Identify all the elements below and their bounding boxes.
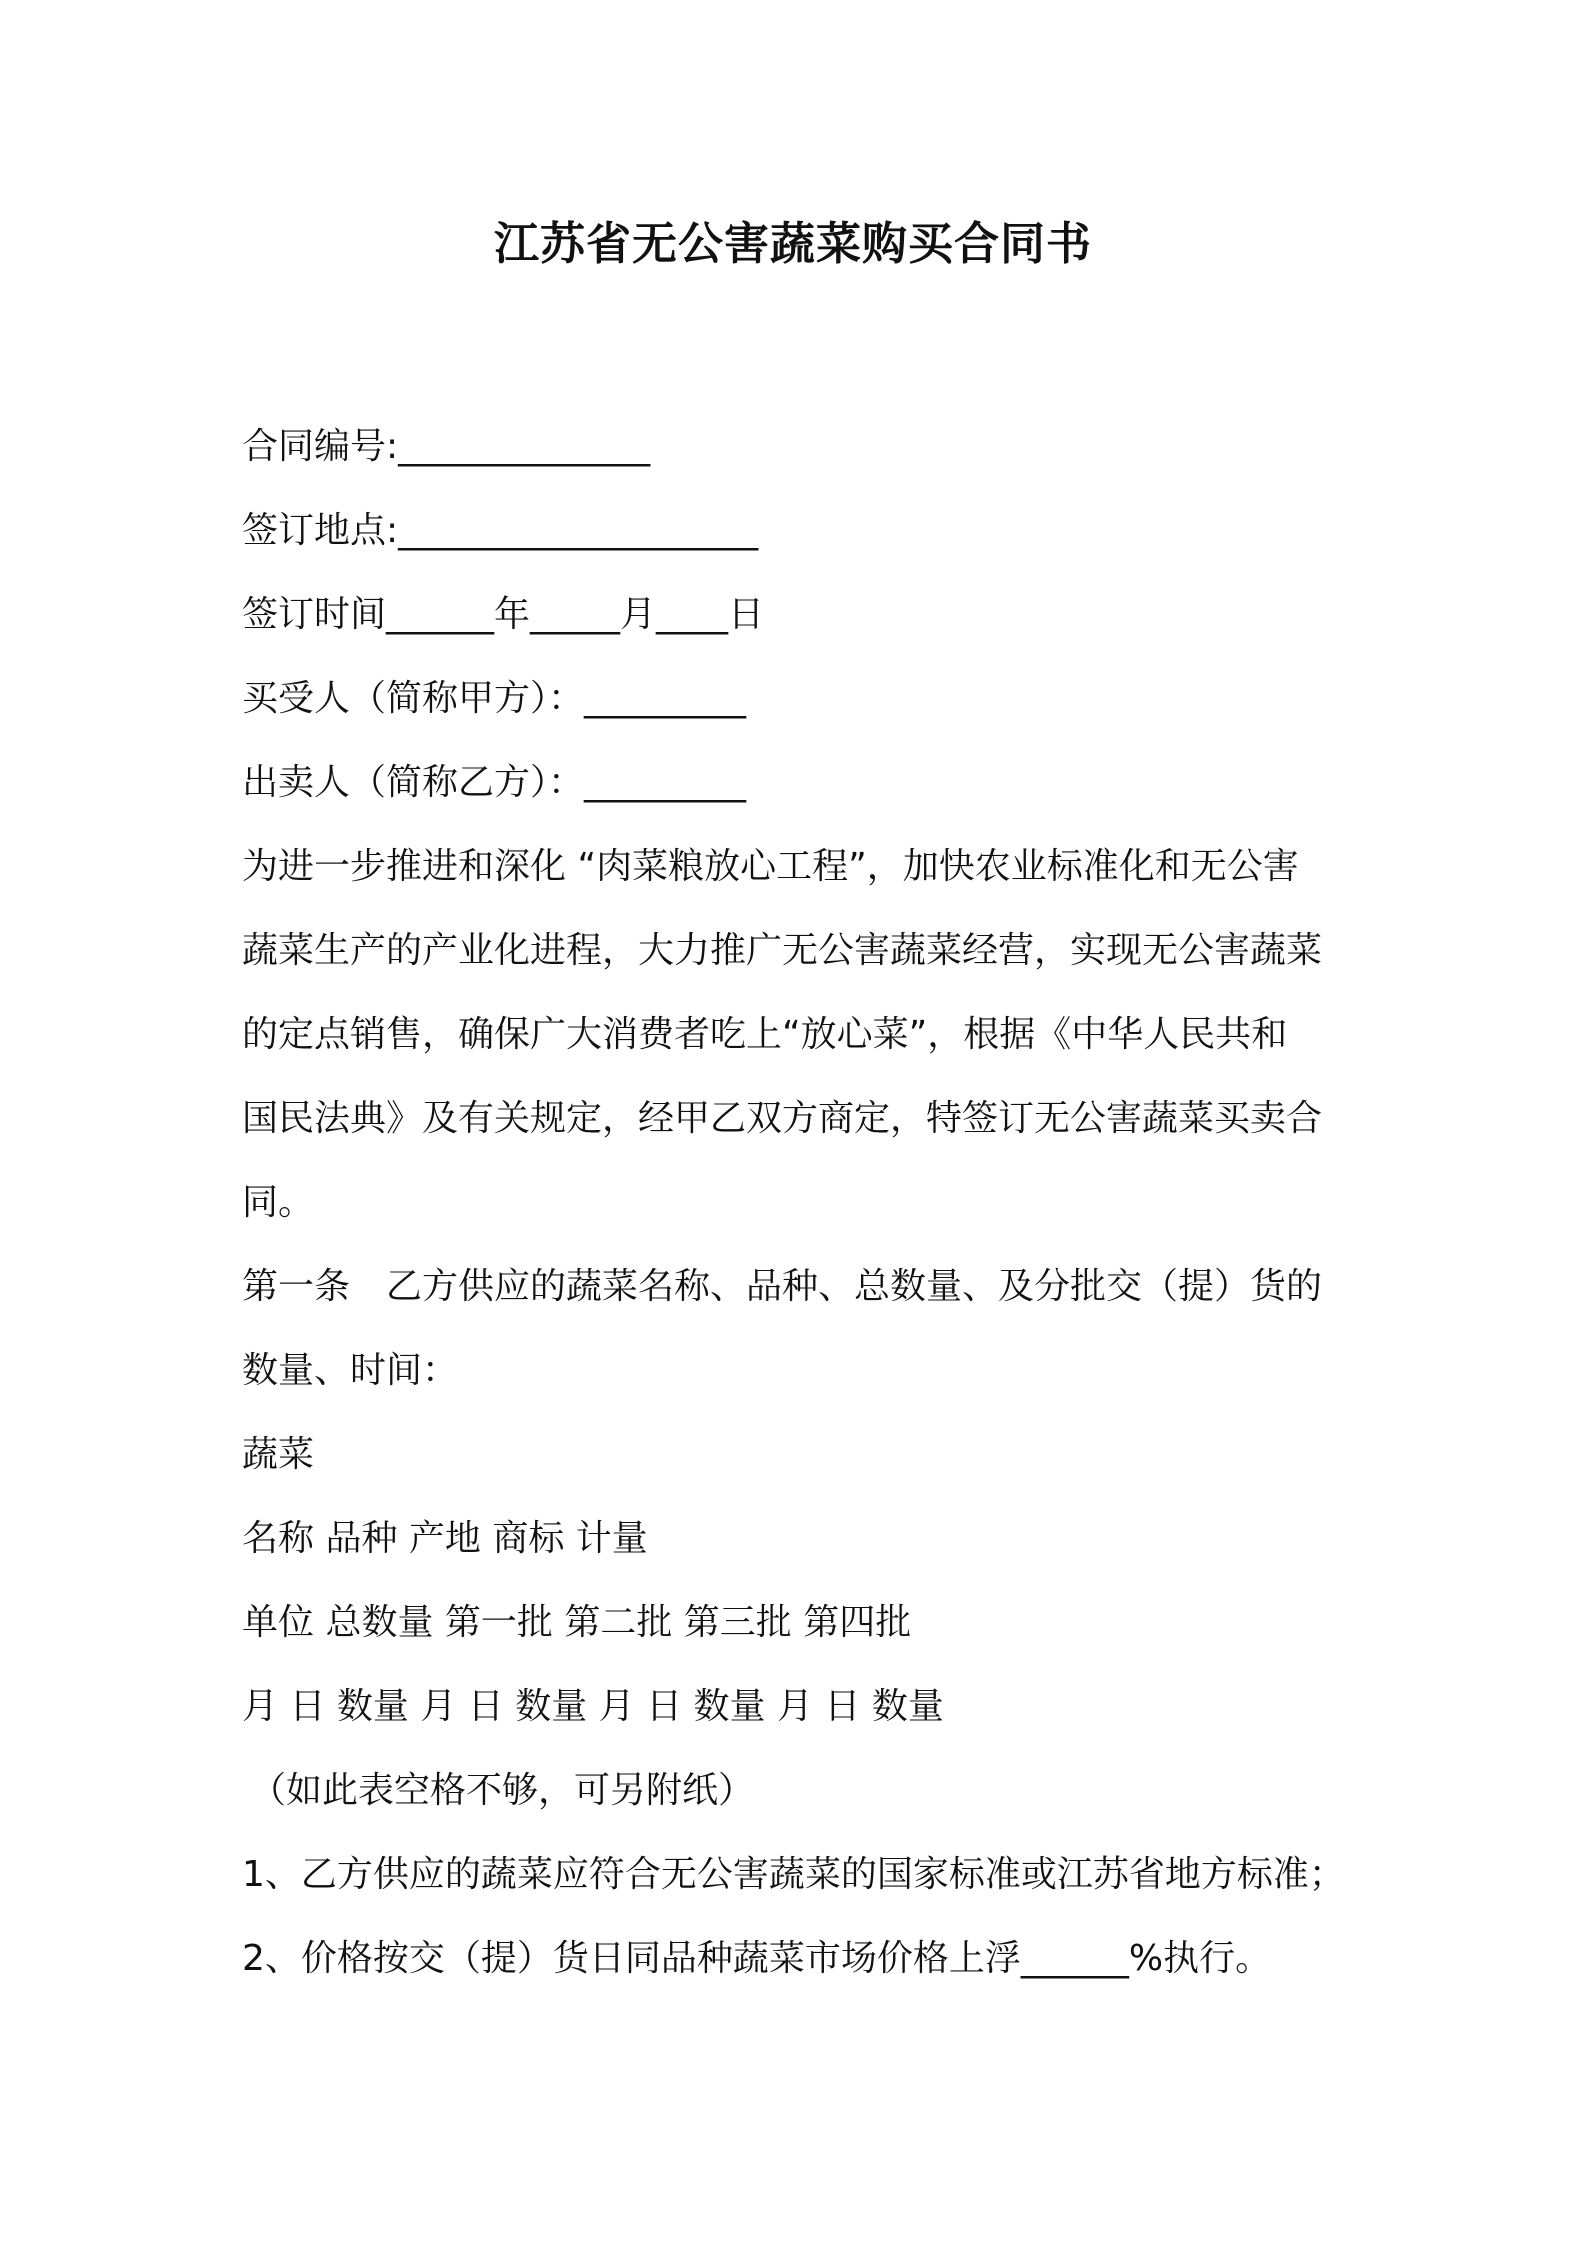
intro-line: 国民法典》及有关规定，经甲乙双方商定，特签订无公害蔬菜买卖合	[242, 1098, 1323, 1139]
intro-line: 同。	[242, 1182, 315, 1223]
intro-line: 为进一步推进和深化 “肉菜粮放心工程”，加快农业标准化和无公害	[242, 846, 1299, 887]
seller-field: 出卖人（简称乙方）：_________	[242, 762, 747, 803]
table-note: （如此表空格不够，可另附纸）	[250, 1770, 755, 1811]
contract-number-field: 合同编号:______________	[242, 426, 651, 467]
signing-place-field: 签订地点:____________________	[242, 510, 759, 551]
clause-item: 1、乙方供应的蔬菜应符合无公害蔬菜的国家标准或江苏省地方标准；	[242, 1854, 1345, 1895]
article-one-line: 数量、时间：	[242, 1350, 459, 1391]
article-one-line: 第一条 乙方供应的蔬菜名称、品种、总数量、及分批交（提）货的	[242, 1266, 1323, 1307]
buyer-field: 买受人（简称甲方）：_________	[242, 678, 747, 719]
intro-line: 的定点销售，确保广大消费者吃上“放心菜”，根据《中华人民共和	[242, 1014, 1288, 1055]
document-body	[242, 405, 1362, 2001]
table-header-line: 单位 总数量 第一批 第二批 第三批 第四批	[242, 1602, 912, 1643]
table-header-line: 蔬菜	[242, 1434, 315, 1475]
intro-line: 蔬菜生产的产业化进程，大力推广无公害蔬菜经营，实现无公害蔬菜	[242, 930, 1323, 971]
table-header-line: 月 日 数量 月 日 数量 月 日 数量 月 日 数量	[242, 1686, 944, 1727]
signing-date-field: 签订时间______年_____月____日	[242, 594, 765, 635]
document-title: 江苏省无公害蔬菜购买合同书	[493, 217, 1092, 270]
clause-item: 2、价格按交（提）货日同品种蔬菜市场价格上浮______%执行。	[242, 1938, 1272, 1979]
table-header-line: 名称 品种 产地 商标 计量	[242, 1518, 648, 1559]
